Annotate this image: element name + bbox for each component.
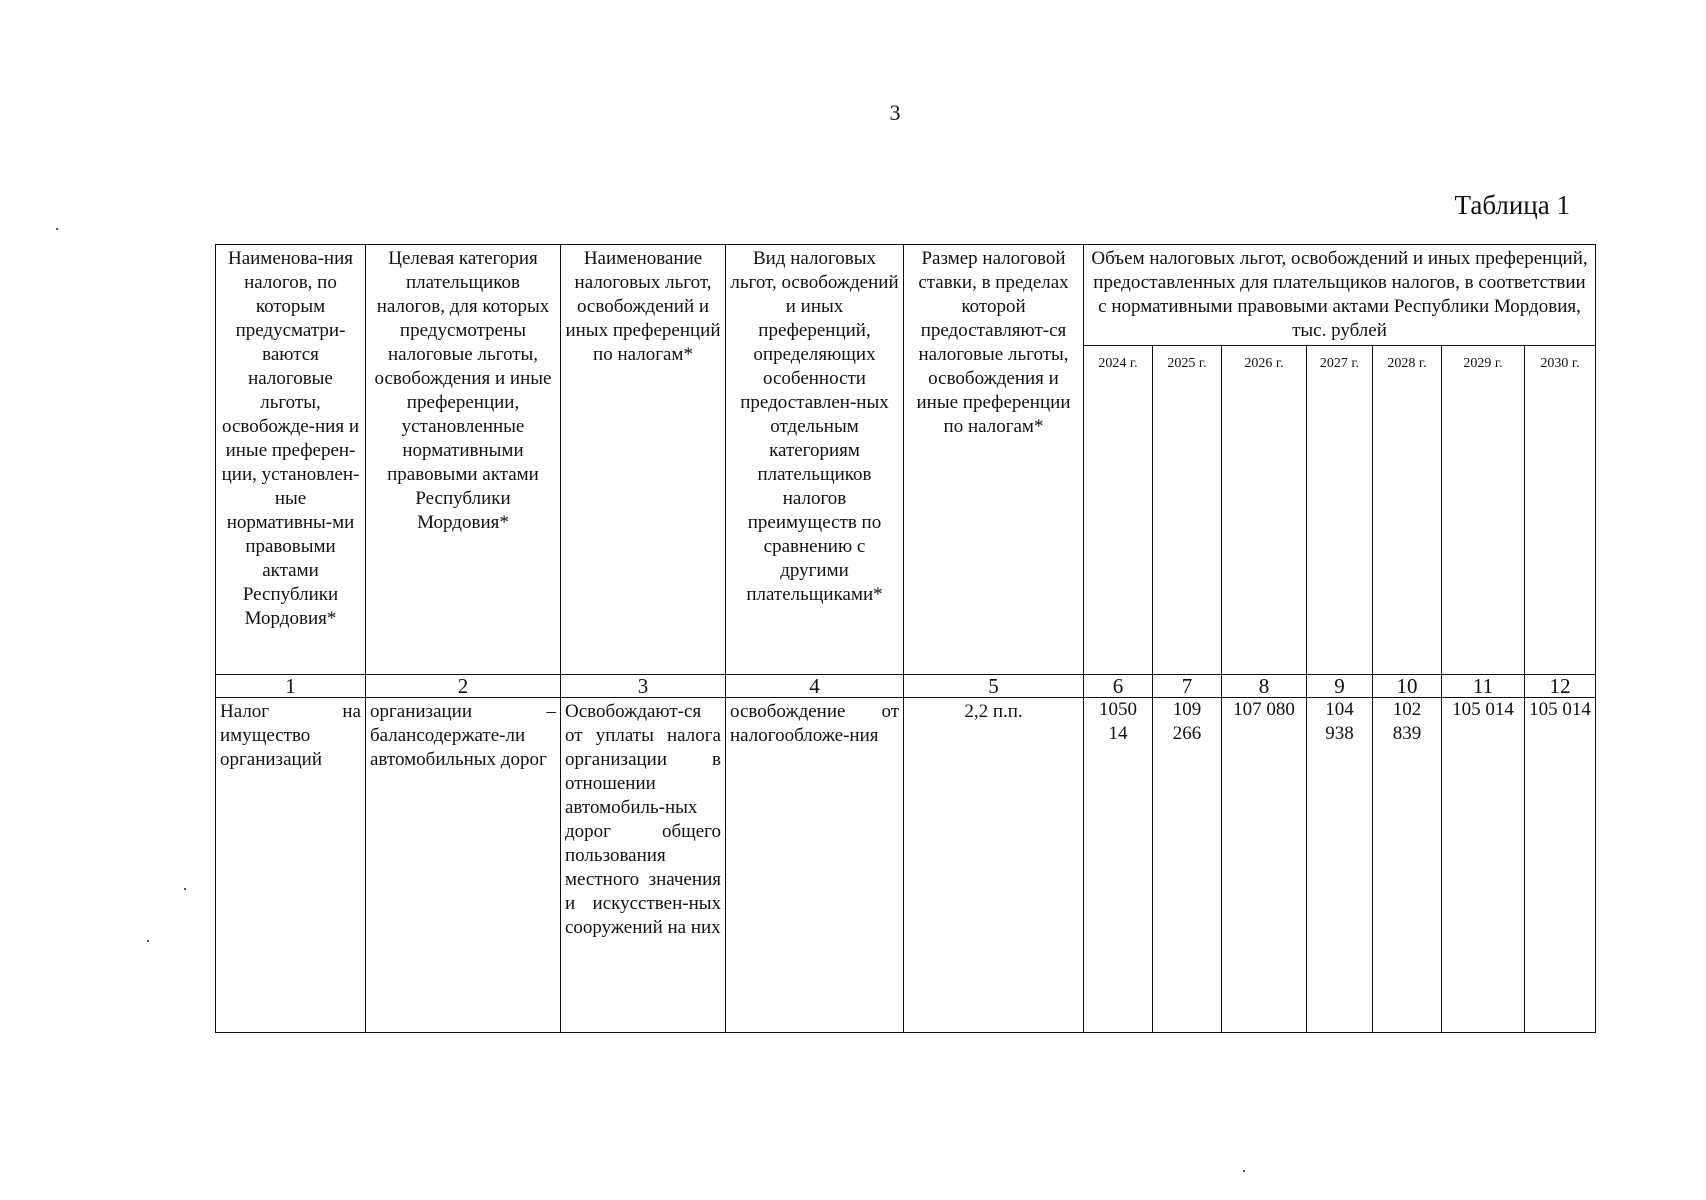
header-tax-names: Наименова-ния налогов, по которым предусматри-ваются налоговые льготы, освобожде-ния и иные преферен-ции, установлен-ные нормативны-ми правовыми актами Республики Мордовия* <box>216 245 366 675</box>
scan-speck <box>56 228 58 230</box>
header-year-2025: 2025 г. <box>1153 346 1222 675</box>
column-number: 10 <box>1373 675 1442 698</box>
header-benefit-type: Вид налоговых льгот, освобождений и иных преференций, определяющих особенности предоставлен-ных отдельным категориям плательщиков налогов преимуществ по сравнению с другими плательщиками* <box>726 245 904 675</box>
column-number: 5 <box>904 675 1084 698</box>
column-number: 11 <box>1442 675 1525 698</box>
tax-benefits-table <box>215 244 1596 1033</box>
column-number: 6 <box>1084 675 1153 698</box>
column-number: 4 <box>726 675 904 698</box>
header-year-2029: 2029 г. <box>1442 346 1525 675</box>
benefit-name-cell: Освобождают-ся от уплаты налога организации в отношении автомобиль-ных дорог общего пользования местного значения и искусствен-ных сооружений на них <box>561 698 726 1033</box>
header-benefit-name: Наименование налоговых льгот, освобождений и иных преференций по налогам* <box>561 245 726 675</box>
scan-speck <box>1243 1170 1245 1172</box>
value-2030-cell: 105 014 <box>1525 698 1596 1033</box>
header-year-2027: 2027 г. <box>1307 346 1373 675</box>
header-year-2026: 2026 г. <box>1222 346 1307 675</box>
header-year-2028: 2028 г. <box>1373 346 1442 675</box>
benefit-type-cell: освобождение от налогообложе-ния <box>726 698 904 1033</box>
column-number: 1 <box>216 675 366 698</box>
value-2024-cell: 1050 14 <box>1084 698 1153 1033</box>
tax-name-cell: Налог на имущество организаций <box>216 698 366 1033</box>
column-number: 9 <box>1307 675 1373 698</box>
value-2027-cell: 104 938 <box>1307 698 1373 1033</box>
header-target-category: Целевая категория плательщиков налогов, для которых предусмотрены налоговые льготы, освобождения и иные преференции, установленные нормативными правовыми актами Республики Мордовия* <box>366 245 561 675</box>
column-number: 3 <box>561 675 726 698</box>
header-year-2024: 2024 г. <box>1084 346 1153 675</box>
header-year-2030: 2030 г. <box>1525 346 1596 675</box>
value-2025-cell: 109 266 <box>1153 698 1222 1033</box>
value-2026-cell: 107 080 <box>1222 698 1307 1033</box>
column-number: 7 <box>1153 675 1222 698</box>
value-2029-cell: 105 014 <box>1442 698 1525 1033</box>
scan-speck <box>184 888 186 890</box>
scan-speck <box>147 940 149 942</box>
table-row <box>216 698 1596 1033</box>
header-tax-rate: Размер налоговой ставки, в пределах которой предоставляют-ся налоговые льготы, освобождения и иные преференции по налогам* <box>904 245 1084 675</box>
column-number: 12 <box>1525 675 1596 698</box>
column-number: 2 <box>366 675 561 698</box>
rate-cell: 2,2 п.п. <box>904 698 1084 1033</box>
column-numbering-row <box>216 675 1596 698</box>
header-volume-group: Объем налоговых льгот, освобождений и иных преференций, предоставленных для плательщиков налогов, в соответствии с нормативными правовыми актами Республики Мордовия, тыс. рублей <box>1084 245 1596 346</box>
table-caption: Таблица 1 <box>1454 190 1570 220</box>
value-2028-cell: 102 839 <box>1373 698 1442 1033</box>
category-cell: организации – балансодержате-ли автомобильных дорог <box>366 698 561 1033</box>
page-number: 3 <box>889 100 901 125</box>
column-number: 8 <box>1222 675 1307 698</box>
